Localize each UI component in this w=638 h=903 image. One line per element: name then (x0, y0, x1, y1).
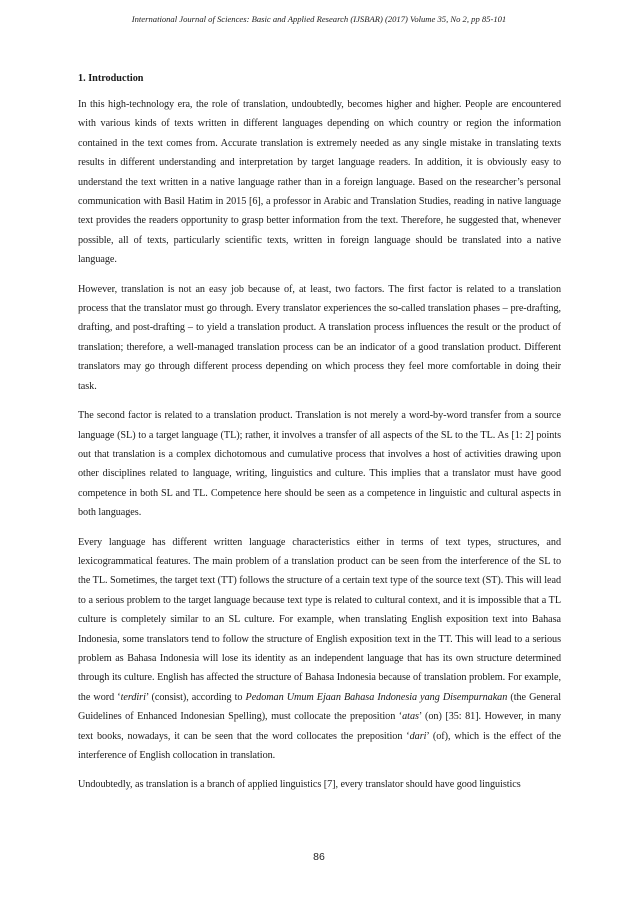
italic-term: Pedoman Umum Ejaan Bahasa Indonesia yang Disempurnakan (245, 691, 508, 703)
paragraph-2 (78, 280, 561, 396)
italic-term: terdiri (120, 691, 146, 703)
paragraph-text: The second factor is related to a translation product. Translation is not merely a word-by-word transfer from a source language (SL) to a target language (TL); rather, it involves a transfer of all aspects of the SL to the TL. As [1: 2] points out that translation is a complex dichotomous and cumulative process that involves a host of activities drawing upon other disciplines related to language, writing, linguistics and culture. This implies that a translator must have good competence in both SL and TL. Competence here should be seen as a competence in linguistic and cultural aspects in both languages. (78, 410, 561, 519)
article-body (78, 72, 561, 805)
running-header: International Journal of Sciences: Basic and Applied Research (IJSBAR) (2017) Volume 35, No 2, pp 85-101 (131, 14, 507, 24)
paragraph-text: ’ (of), which is the effect of the interference of English collocation in translation. (78, 730, 561, 761)
paragraph-text: However, translation is not an easy job because of, at least, two factors. The first factor is related to a translation process that the translator must go through. Every translator experiences the so-called translation phases – pre-drafting, drafting, and post-drafting – to yield a translation product. A translation process influences the result or the product of translation; therefore, a well-managed translation process can be an indicator of a good translation product. Different translators may go through different process depending on which process they feel more comfortable in doing their task. (78, 283, 561, 392)
paragraph-text: Undoubtedly, as translation is a branch of applied linguistics [7], every translator should have good linguistics (78, 779, 521, 791)
italic-term: dari (409, 730, 427, 742)
italic-term: atas (402, 711, 419, 723)
paragraph-text: In this high-technology era, the role of translation, undoubtedly, becomes higher and higher. People are encountered with various kinds of texts written in different languages depending on which country or region the information contained in the text comes from. Accurate translation is extremely needed as any single mistake in translating texts results in different understanding and interpretation by target language readers. In addition, it is obviously easy to understand the text written in a native language rather than in a foreign language. Based on the researcher’s personal communication with Basil Hatim in 2015 [6], a professor in Arabic and Translation Studies, reading in native language text provides the readers opportunity to grasp better information from the text. Therefore, he suggested that, whenever possible, all of texts, particularly scientific texts, written in foreign language should be translated into a native language. (78, 99, 561, 266)
paragraph-4 (78, 533, 561, 766)
paragraph-text: (the General Guidelines of Enhanced Indonesian Spelling), must collocate the preposition ‘ (78, 691, 561, 723)
paragraph-1 (78, 95, 561, 270)
page-number: 86 (313, 851, 325, 863)
paragraph-3 (78, 406, 561, 522)
paragraph-text: ’ (consist), according to (145, 691, 246, 703)
paragraph-text: ’ (on) [35: 81]. However, in many text books, nowadays, it can be seen that the word collocates the preposition ‘ (78, 711, 562, 742)
section-heading-introduction: 1. Introduction (78, 73, 144, 84)
paragraph-5 (78, 775, 561, 794)
paragraph-text: Every language has different written language characteristics either in terms of text types, structures, and lexicogrammatical features. The main problem of a translation product can be seen from the interference of the SL to the TL. Sometimes, the target text (TT) follows the structure of a certain text type of the source text (ST). This will lead to a serious problem to the target language because text type is related to cultural context, and it is impossible that a TL culture is completely similar to an SL culture. For example, when translating English exposition text into Bahasa Indonesia, some translators tend to follow the structure of English exposition text in the TT. This will lead to a serious problem as Bahasa Indonesia will lose its identity as an independent language that has its own structure determined through its culture. English has affected the structure of Bahasa Indonesia because of translation problem. For example, the word ‘ (78, 536, 561, 703)
